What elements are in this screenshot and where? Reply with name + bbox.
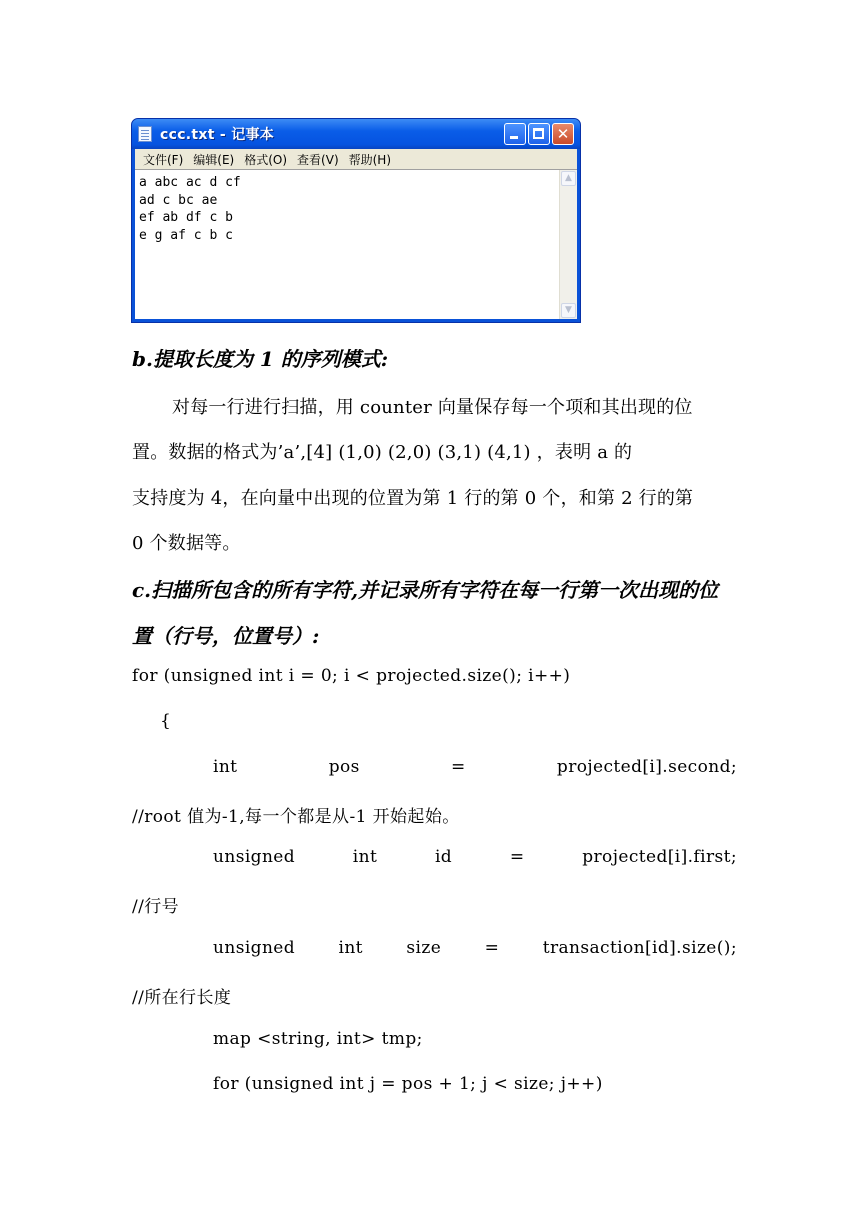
- editor-line: a abc ac d cf: [139, 175, 241, 190]
- code-line-id: [213, 847, 737, 867]
- code-token: id: [434, 847, 453, 867]
- scroll-up-icon[interactable]: ▲: [561, 171, 576, 186]
- minimize-button[interactable]: [504, 123, 526, 145]
- code-token: int: [213, 757, 238, 777]
- scroll-down-icon[interactable]: ▼: [561, 303, 576, 318]
- heading-b: b.提取长度为 1 的序列模式:: [132, 347, 389, 371]
- code-line-pos: [213, 757, 737, 777]
- code-token: =: [484, 938, 500, 958]
- close-icon: ✕: [556, 125, 570, 143]
- editor-line: ef ab df c b: [139, 210, 233, 225]
- menu-bar: [135, 149, 577, 169]
- code-token: projected[i].first;: [582, 847, 737, 867]
- window-title: ccc.txt - 记事本: [160, 127, 275, 143]
- code-token: int: [352, 847, 378, 867]
- maximize-icon: [533, 128, 544, 139]
- paragraph-line: 0 个数据等。: [132, 533, 241, 554]
- code-comment: //root 值为-1,每一个都是从-1 开始起始。: [132, 807, 460, 827]
- text-editor[interactable]: [135, 169, 577, 319]
- title-bar[interactable]: [132, 119, 580, 149]
- code-line: for (unsigned int i = 0; i < projected.size(); i++): [132, 666, 571, 686]
- editor-line: ad c bc ae: [139, 192, 218, 208]
- code-token: pos: [328, 757, 360, 777]
- heading-c: c.扫描所包含的所有字符,并记录所有字符在每一行第一次出现的位: [132, 578, 719, 602]
- maximize-button[interactable]: [528, 123, 550, 145]
- code-token: unsigned: [213, 847, 296, 867]
- code-comment: //行号: [132, 897, 180, 917]
- window-controls: [504, 123, 574, 145]
- paragraph-line: 对每一行进行扫描，用 counter 向量保存每一个项和其出现的位: [172, 397, 693, 418]
- paragraph-line: 置。数据的格式为’a’,[4] (1,0) (2,0) (3,1) (4,1) ，表明 a 的: [132, 442, 633, 463]
- code-token: size: [406, 938, 442, 958]
- menu-edit[interactable]: 编辑(E): [193, 152, 235, 167]
- notepad-window: [131, 118, 581, 323]
- heading-c-cont: 置（行号，位置号）:: [132, 624, 320, 648]
- close-button[interactable]: [552, 123, 574, 145]
- code-token: projected[i].second;: [556, 757, 737, 777]
- vertical-scrollbar[interactable]: [559, 170, 577, 319]
- menu-view[interactable]: 查看(V): [297, 152, 339, 167]
- code-line-size: [213, 938, 737, 958]
- code-line: {: [160, 711, 172, 731]
- menu-format[interactable]: 格式(O): [244, 152, 288, 167]
- code-line: map <string, int> tmp;: [213, 1029, 423, 1049]
- paragraph-line: 支持度为 4，在向量中出现的位置为第 1 行的第 0 个，和第 2 行的第: [132, 488, 694, 509]
- notepad-icon: [138, 126, 152, 142]
- editor-line: e g af c b c: [139, 227, 233, 243]
- menu-file[interactable]: 文件(F): [143, 152, 184, 167]
- editor-content: [139, 174, 241, 244]
- code-token: =: [451, 757, 466, 777]
- code-line: for (unsigned int j = pos + 1; j < size; j++): [213, 1074, 603, 1094]
- menu-help[interactable]: 帮助(H): [348, 152, 392, 167]
- code-comment: //所在行长度: [132, 988, 232, 1008]
- code-token: int: [338, 938, 363, 958]
- code-token: =: [509, 847, 525, 867]
- code-token: unsigned: [213, 938, 296, 958]
- code-token: transaction[id].size();: [542, 938, 737, 958]
- minimize-icon: [510, 136, 518, 139]
